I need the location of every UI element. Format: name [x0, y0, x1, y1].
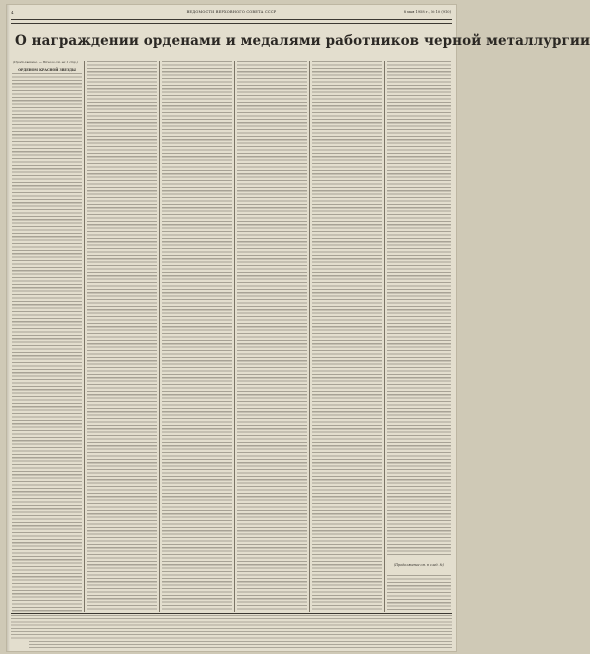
section-heading: ОРДЕНОМ КРАСНОЙ ЗВЕЗДЫ [18, 68, 76, 72]
award-list-text [12, 73, 82, 612]
issue-date: 8 мая 1958 г., № 10 (910) [403, 10, 451, 14]
page-header [7, 5, 456, 25]
continuation-intro: (Продолжение. — Начало см. на 1 стр.) [13, 60, 78, 64]
continuation-note: (Продолжение см. в след. №) [394, 563, 444, 567]
award-list-text [87, 61, 157, 612]
column-divider [84, 61, 85, 612]
editorial-box-text [387, 575, 451, 612]
award-list-text [237, 61, 307, 612]
page-title: О награждении орденами и медалями работников черной металлургии [15, 33, 590, 49]
column-divider [234, 61, 235, 612]
header-rule-thin [11, 23, 452, 24]
imprint-block [11, 641, 452, 649]
column-1 [11, 61, 83, 612]
page-gutter-shadow [7, 5, 10, 651]
page-number: 4 [11, 10, 14, 15]
footer-fine-print [11, 615, 452, 639]
column-divider [309, 61, 310, 612]
text-columns [11, 61, 452, 612]
award-list-text [312, 61, 382, 612]
award-list-text [387, 61, 451, 556]
column-3 [161, 61, 233, 612]
column-5 [311, 61, 383, 612]
column-divider [159, 61, 160, 612]
header-rule [11, 19, 452, 20]
imprint-text [29, 641, 452, 649]
column-4 [236, 61, 308, 612]
column-divider [384, 61, 385, 612]
gazette-name: ВЕДОМОСТИ ВЕРХОВНОГО СОВЕТА СССР [186, 10, 277, 14]
footer-rule [11, 613, 452, 614]
award-list-text [162, 61, 232, 612]
column-6 [386, 61, 452, 612]
column-2 [86, 61, 158, 612]
newspaper-page [7, 5, 590, 651]
